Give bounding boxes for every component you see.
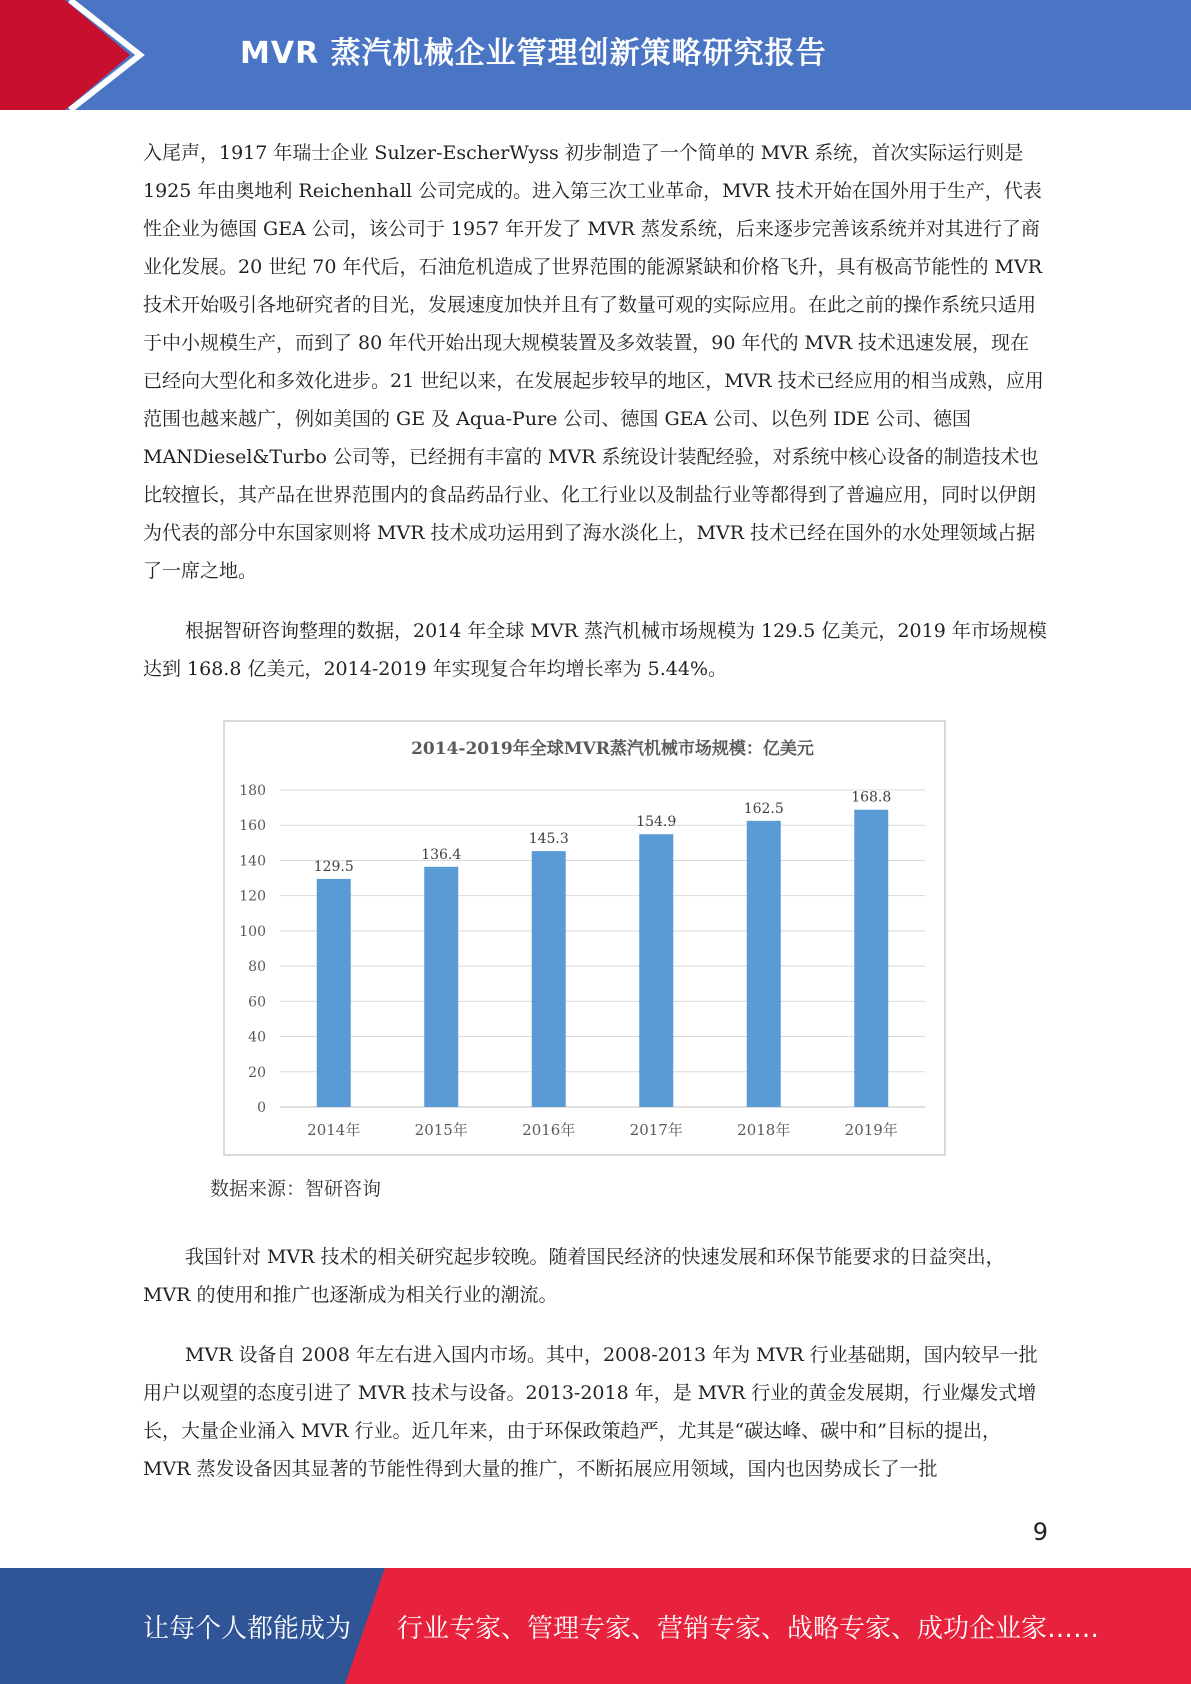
y-tick-label: 60: [248, 994, 266, 1011]
y-tick-label: 120: [239, 888, 266, 905]
header-title: MVR 蒸汽机械企业管理创新策略研究报告: [240, 36, 827, 71]
page-header: [0, 0, 1191, 110]
x-tick-label: 2019年: [844, 1121, 898, 1139]
paragraph: 根据智研咨询整理的数据，2014 年全球 MVR 蒸汽机械市场规模为 129.5 亿美元，2019 年市场规模达到 168.8 亿美元，2014-2019 年实现复合年均增长率为 5.44%。: [143, 620, 1047, 680]
page-number: 9: [1032, 1518, 1048, 1546]
y-tick-label: 180: [239, 783, 266, 799]
bar-chart: [223, 720, 946, 1156]
y-tick-label: 140: [239, 853, 266, 870]
chart-bar: [532, 851, 566, 1107]
x-tick-label: 2018年: [737, 1121, 791, 1139]
y-tick-label: 20: [248, 1064, 266, 1081]
chart-bar: [747, 821, 781, 1107]
chart-bar: [854, 810, 888, 1107]
chart-bar: [317, 879, 351, 1107]
source-note: 数据来源：智研咨询: [210, 1178, 382, 1200]
data-label: 129.5: [313, 858, 354, 875]
data-label: 145.3: [528, 831, 569, 848]
body-text-bottom: [143, 1238, 1048, 1488]
footer-slogan-right: 行业专家、管理专家、营销专家、战略专家、成功企业家……: [397, 1614, 1100, 1644]
y-tick-label: 160: [239, 818, 266, 835]
paragraph: 入尾声，1917 年瑞士企业 Sulzer-EscherWyss 初步制造了一个简单的 MVR 系统，首次实际运行则是 1925 年由奥地利 Reichenhall 公司完成的。进入第三次工业革命，MVR 技术开始在国外用于生产，代表性企业为德国 GEA 公司，该公司于 1957 年开发了 MVR 蒸发系统，后来逐步完善该系统并对其进行了商业化发展。20 世纪 70 年代后，石油危机造成了世界范围的能源紧缺和价格飞升，具有极高节能性的 MVR 技术开始吸引各地研究者的目光，发展速度加快并且有了数量可观的实际应用。在此之前的操作系统只适用于中小规模生产，而到了 80 年代开始出现大规模装置及多效装置，90 年代的 MVR 技术迅速发展，现在已经向大型化和多效化进步。21 世纪以来，在发展起步较早的地区，MVR 技术已经应用的相当成熟，应用范围也越来越广，例如美国的 GE 及 Aqua-Pure 公司、德国 GEA 公司、以色列 IDE 公司、德国 MANDiesel&Turbo 公司等，已经拥有丰富的 MVR 系统设计装配经验，对系统中核心设备的制造技术也比较擅长，其产品在世界范围内的食品药品行业、化工行业以及制盐行业等都得到了普遍应用，同时以伊朗为代表的部分中东国家则将 MVR 技术成功运用到了海水淡化上，MVR 技术已经在国外的水处理领域占据了一席之地。: [143, 142, 1044, 582]
chart-bar: [424, 867, 458, 1107]
x-tick-label: 2015年: [414, 1121, 468, 1139]
paragraph: 我国针对 MVR 技术的相关研究起步较晚。随着国民经济的快速发展和环保节能要求的日益突出，MVR 的使用和推广也逐渐成为相关行业的潮流。: [143, 1246, 1005, 1306]
data-label: 162.5: [743, 800, 784, 817]
x-tick-label: 2014年: [307, 1121, 361, 1139]
y-tick-label: 0: [257, 1100, 266, 1116]
chart-title: 2014-2019年全球MVR蒸汽机械市场规模：亿美元: [411, 739, 814, 759]
data-label: 154.9: [636, 814, 677, 831]
footer-slogan-left: 让每个人都能成为: [143, 1614, 352, 1644]
x-tick-label: 2016年: [522, 1121, 576, 1139]
y-tick-label: 100: [239, 923, 266, 940]
x-tick-label: 2017年: [629, 1121, 683, 1139]
body-text-top: [143, 134, 1048, 688]
y-tick-label: 40: [248, 1029, 266, 1046]
chart-svg: [225, 722, 944, 1154]
paragraph: MVR 设备自 2008 年左右进入国内市场。其中，2008-2013 年为 MVR 行业基础期，国内较早一批用户以观望的态度引进了 MVR 技术与设备。2013-2018 年，是 MVR 行业的黄金发展期，行业爆发式增长，大量企业涌入 MVR 行业。近几年来，由于环保政策趋严，尤其是“碳达峰、碳中和”目标的提出，MVR 蒸发设备因其显著的节能性得到大量的推广，不断拓展应用领域，国内也因势成长了一批: [143, 1344, 1038, 1480]
data-label: 136.4: [421, 846, 462, 863]
chart-bar: [639, 834, 673, 1107]
y-tick-label: 80: [248, 959, 266, 976]
page-footer: [0, 1568, 1191, 1684]
data-label: 168.8: [851, 789, 892, 806]
